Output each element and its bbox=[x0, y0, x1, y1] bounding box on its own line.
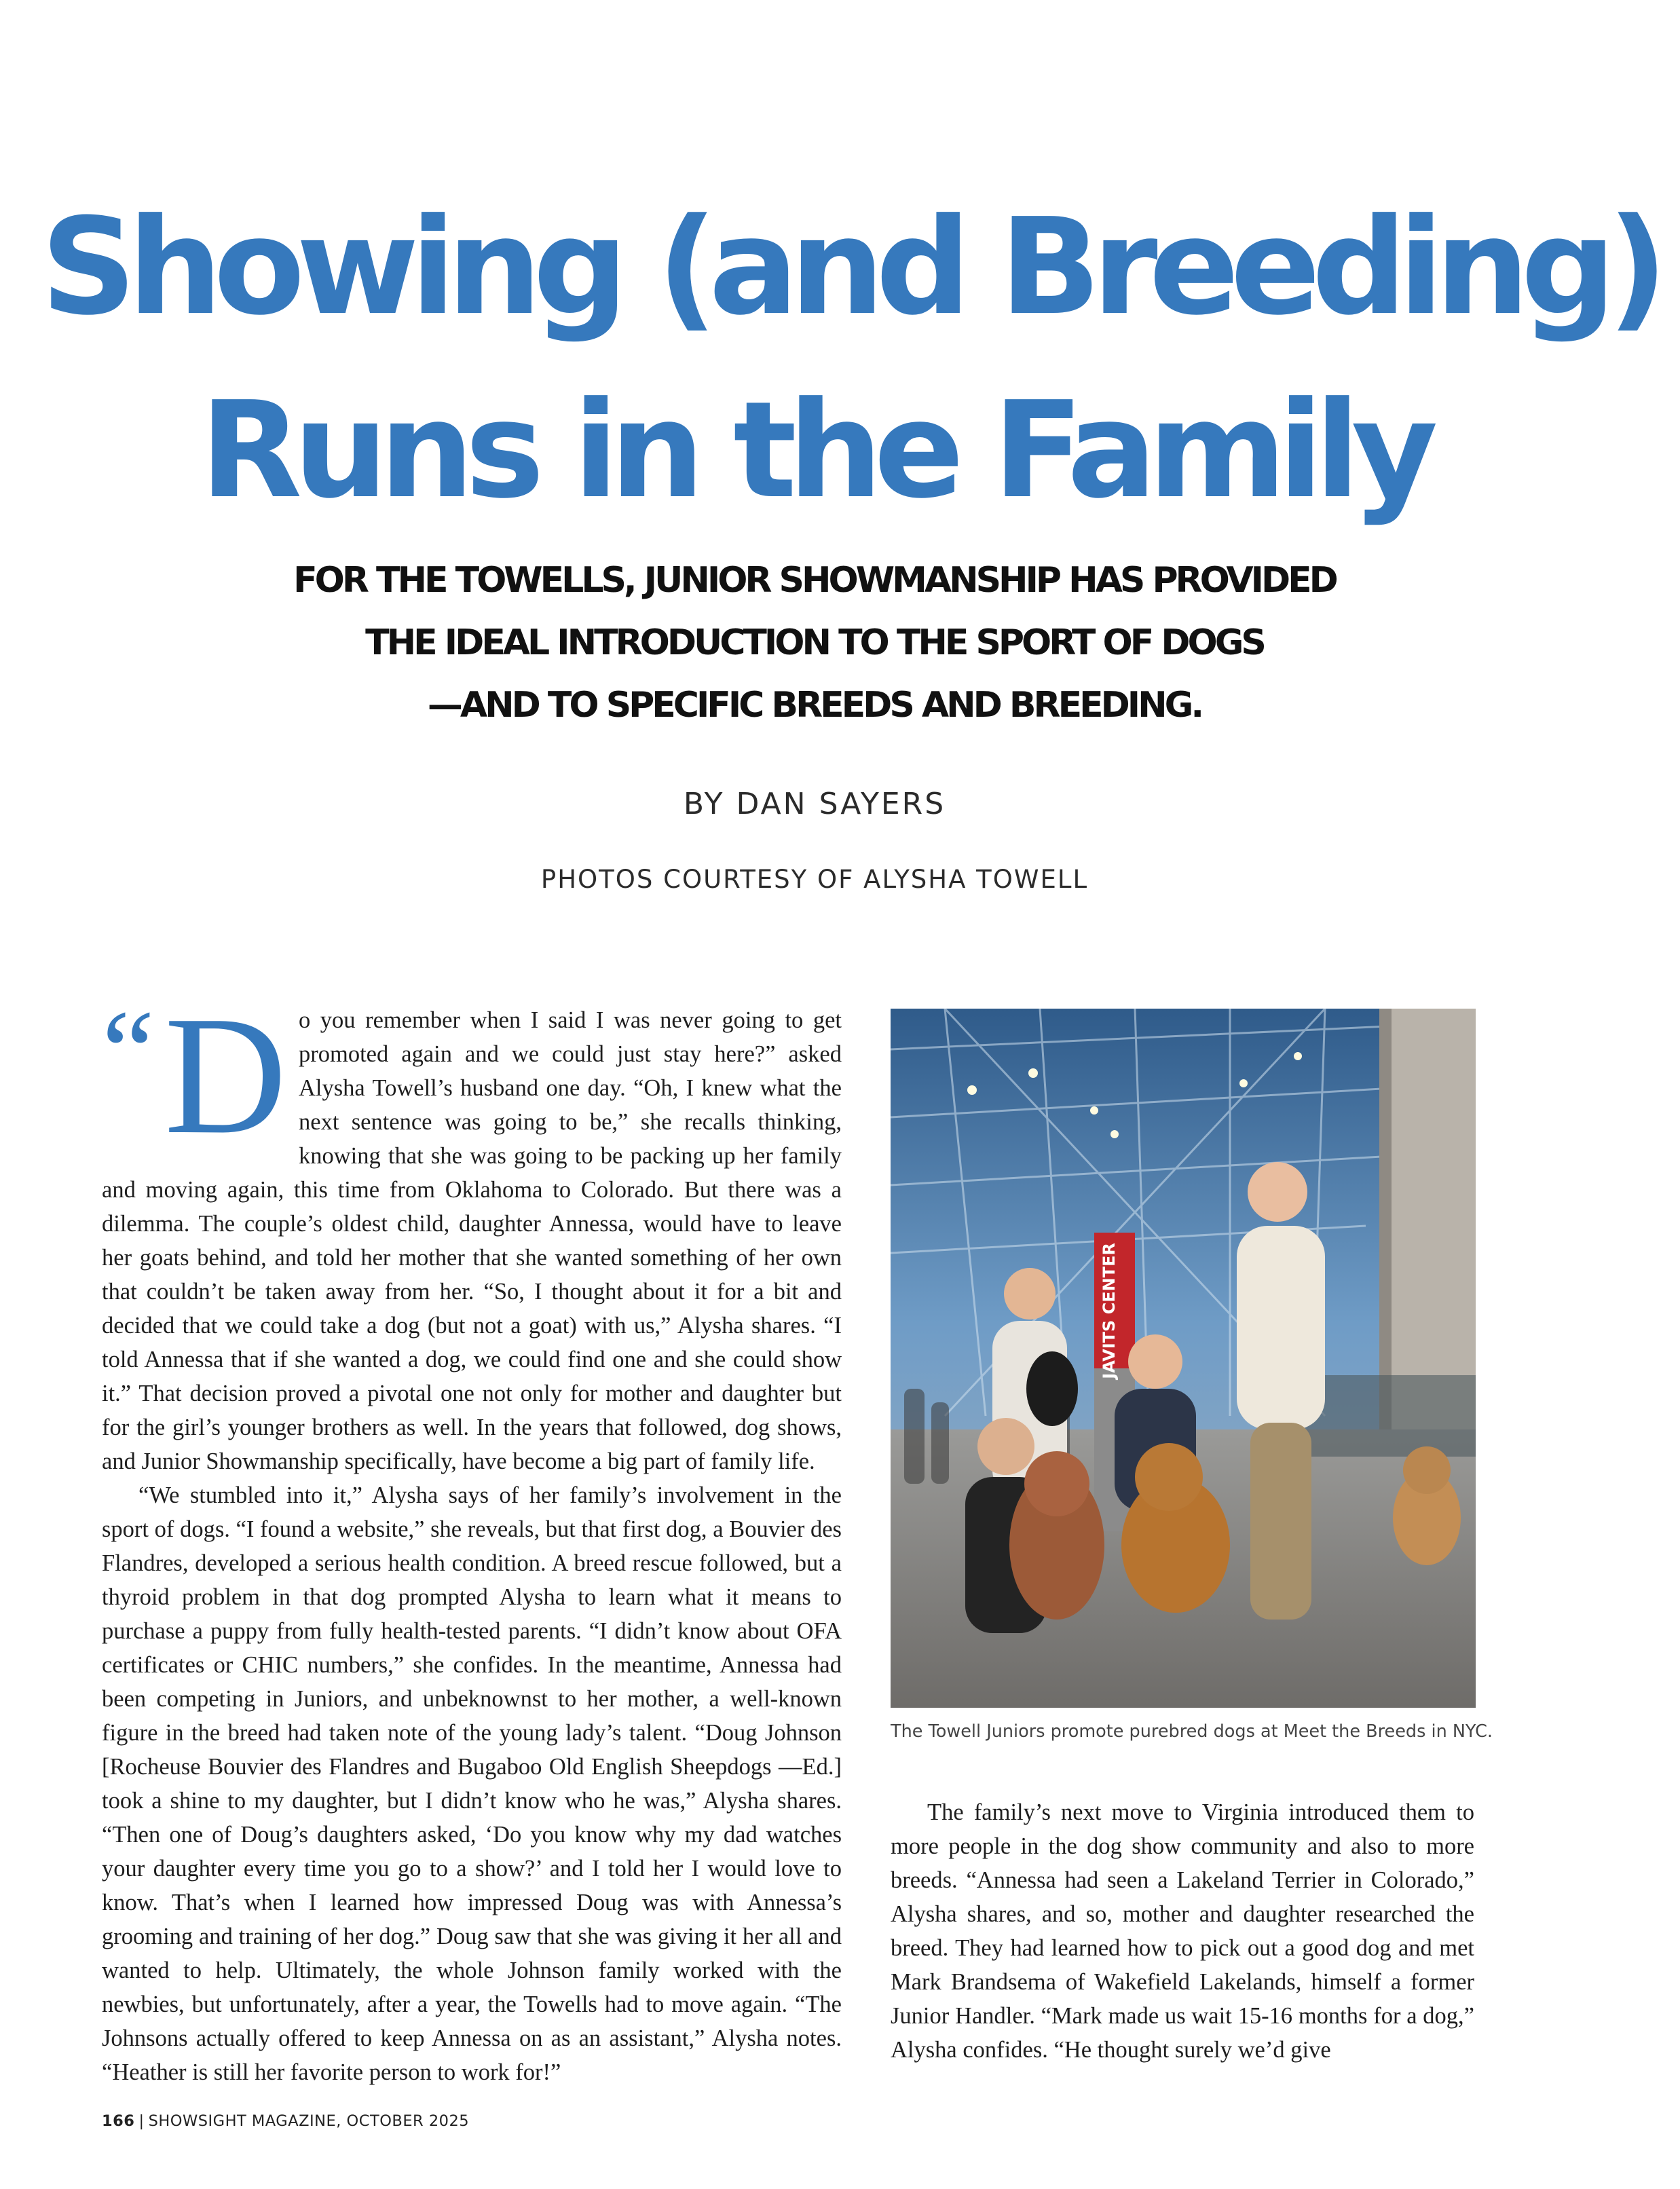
photo-credit: PHOTOS COURTESY OF ALYSHA TOWELL bbox=[540, 865, 1089, 894]
deck-line-3: —AND TO SPECIFIC BREEDS AND BREEDING. bbox=[427, 685, 1202, 726]
page-number: 166 bbox=[102, 2112, 135, 2130]
article-photo bbox=[891, 1009, 1476, 1708]
drop-cap-quote-mark: “ bbox=[102, 986, 155, 1117]
paragraph-2: “We stumbled into it,” Alysha says of her family’s involvement in the sport of dogs. “I found a website,” she reveals, but that first dog, a Bouvier des Flandres, developed a serious health condition. A breed rescue followed, but a thyroid problem in that dog prompted Alysha to learn what it means to purchase a puppy from fully health-tested parents. “I didn’t know about OFA certificates or CHIC numbers,” she confides. In the meantime, Annessa had been competing in Juniors, and unbeknownst to her mother, a well-known figure in the breed had taken note of the young lady’s talent. “Doug Johnson [Rocheuse Bouvier des Flandres and Bugaboo Old English Sheepdogs —Ed.] took a shine to my daughter, but I didn’t know who he was,” Alysha shares. “Then one of Doug’s daughters asked, ‘Do you know why my dad watches your daughter every time you go to a show?’ and I told her I would love to know. That’s when I learned how impressed Doug was with Annessa’s grooming and training of her dog.” Doug saw that she was giving it her all and wanted to help. Ultimately, the whole Johnson family worked with the newbies, but unfortunately, after a year, the Towells had to move again. “The Johnsons actually offered to keep Annessa on as an assistant,” Alysha notes. “Heather is still her favorite person to work for!” bbox=[102, 1482, 842, 2085]
headline-line-1: Showing (and Breeding) bbox=[41, 190, 1660, 345]
publication-line: SHOWSIGHT MAGAZINE, OCTOBER 2025 bbox=[148, 2112, 470, 2130]
footer-separator: | bbox=[138, 2112, 145, 2130]
byline: BY DAN SAYERS bbox=[683, 787, 946, 821]
paragraph-1: o you remember when I said I was never going to get promoted again and we could just stay here?” asked Alysha Towell’s husband one day. “Oh, I knew what the next sentence was going to be,” she recalls thinking, knowing that she was going to be packing up her family and moving again, this time from Oklahoma to Colorado. But there was a dilemma. The couple’s oldest child, daughter Annessa, would have to leave her goats behind, and told her mother that she wanted something of her own that couldn’t be taken away from her. “So, I thought about it for a bit and decided that we could take a dog (but not a goat) with us,” Alysha shares. “I told Annessa that if she wanted a dog, we could find one and she could show it.” That decision proved a pivotal one not only for mother and daughter but for the girl’s younger brothers as well. In the years that followed, dog shows, and Junior Showmanship specifically, have become a big part of family life. bbox=[102, 1007, 842, 1474]
headline-line-2: Runs in the Family bbox=[200, 373, 1430, 528]
drop-cap bbox=[102, 981, 287, 1170]
paragraph-3: The family’s next move to Virginia introduced them to more people in the dog show community and also to more breeds. “Annessa had seen a Lakeland Terrier in Colorado,” Alysha shares, and so, mother and daughter researched the breed. They had learned how to pick out a good dog and met Mark Brandsema of Wakefield Lakelands, himself a former Junior Handler. “Mark made us wait 15-16 months for a dog,” Alysha confides. “He thought surely we’d give bbox=[891, 1799, 1474, 2063]
drop-cap-letter: D bbox=[164, 981, 287, 1170]
body-column-left bbox=[102, 981, 842, 2089]
body-column-right bbox=[891, 1795, 1474, 2067]
deck-line-1: FOR THE TOWELLS, JUNIOR SHOWMANSHIP HAS PROVIDED bbox=[293, 560, 1336, 601]
photo-caption: The Towell Juniors promote purebred dogs at Meet the Breeds in NYC. bbox=[891, 1721, 1493, 1742]
page-footer bbox=[102, 2112, 469, 2130]
javits-banner-text: JAVITS CENTER bbox=[1100, 1243, 1119, 1379]
deck-line-2: THE IDEAL INTRODUCTION TO THE SPORT OF DOGS bbox=[365, 622, 1264, 663]
